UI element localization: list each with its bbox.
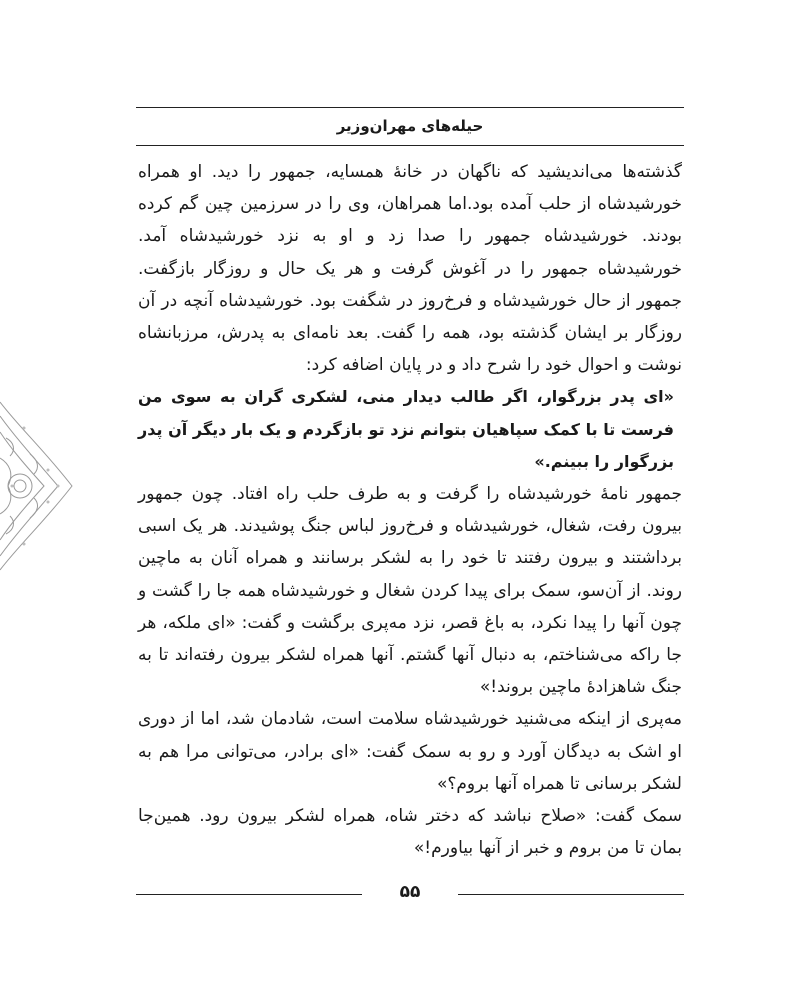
paragraph-3: مه‌پری از اینکه می‌شنید خورشیدشاه سلامت است، شادمان شد، اما از دوری او اشک به دیدگان آورد و رو به سمک گفت: «ای برادر، می‌توانی مرا هم به لشکر برسانی تا همراه آنها بروم؟»: [138, 709, 682, 794]
header-bottom-rule: [136, 145, 684, 146]
paragraph-4: سمک گفت: «صلاح نباشد که دختر شاه، همراه لشکر بیرون رود. همین‌جا بمان تا من بروم و خبر از آنها بیاورم!»: [138, 806, 682, 859]
paragraph-1: گذشته‌ها می‌اندیشید که ناگهان در خانهٔ همسایه، جمهور را دید. او همراه خورشیدشاه از حلب آمده بود.اما همراهان، وی را در سرزمین چین گم کرده بودند. خورشیدشاه جمهور را صدا زد و او به نزد خورشیدشاه آمد. خورشیدشاه جمهور را در آغوش گرفت و هر یک حال و روزگار بازگفت. جمهور از حال خورشیدشاه و فرخ‌روز در شگفت بود. خورشیدشاه آنچه در آن روزگار بر ایشان گذشته بود، همه را گفت. بعد نامه‌ای به پدرش، مرزبانشاه نوشت و احوال خود را شرح داد و در پایان اضافه کرد:: [138, 162, 682, 376]
footer-right-rule: [458, 894, 684, 895]
header-top-rule: [136, 107, 684, 108]
quoted-letter: «ای پدر بزرگوار، اگر طالب دیدار منی، لشکری گران به سوی من فرست تا با کمک سپاهیان بتوانم نزد تو بازگردم و یک بار دیگر آن پدر بزرگوار را ببینم.»: [138, 387, 674, 471]
page-footer: [136, 884, 684, 904]
paragraph-2: جمهور نامهٔ خورشیدشاه را گرفت و به طرف حلب راه افتاد. چون جمهور بیرون رفت، شغال، خورشیدشاه و فرخ‌روز لباس جنگ پوشیدند. هر یک اسبی برداشتند و بیرون رفتند تا خود را به لشکر برسانند و همراه آنان به ماچین روند. از آن‌سو، سمک برای پیدا کردن شغال و خورشیدشاه همه جا را گشت و چون آنها را پیدا نکرد، به باغ قصر، نزد مه‌پری برگشت و گفت: «ای ملکه، هر جا راکه می‌شناختم، به دنبال آنها گشتم. آنها همراه لشکر بیرون رفته‌اند تا به جنگ شاهزادهٔ ماچین بروند!»: [138, 484, 682, 698]
running-header-title: حیله‌های مهران‌وزیر: [336, 117, 484, 135]
arabesque-ornament-icon: [0, 398, 74, 574]
page-number: ۵۵: [399, 882, 421, 902]
page-body: [138, 156, 682, 864]
